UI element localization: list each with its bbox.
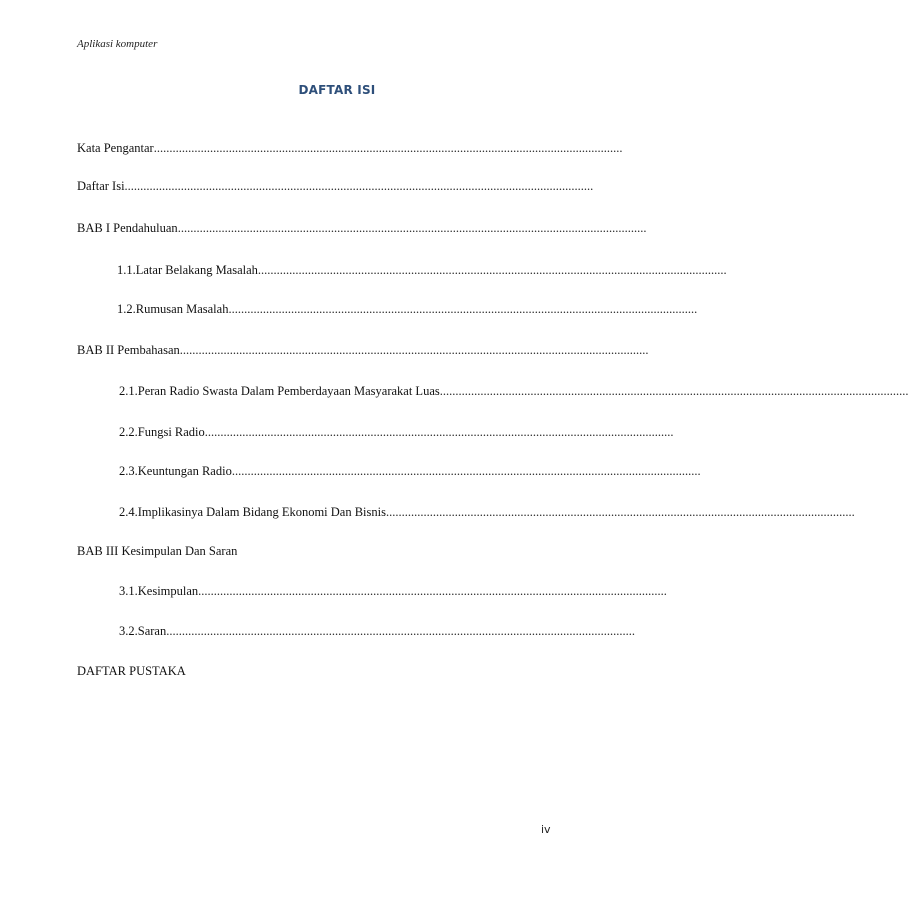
toc-entry-daftar-isi [77, 178, 594, 194]
toc-entry-label: Daftar Isi [77, 179, 125, 193]
toc-entry-label: BAB I Pendahuluan [77, 221, 178, 235]
toc-entry-bab-3: BAB III Kesimpulan Dan Saran [77, 544, 238, 558]
page-number: iv [541, 823, 551, 836]
toc-entry-label: 1.2.Rumusan Masalah [117, 302, 229, 316]
toc-entry-label: 2.2.Fungsi Radio [119, 425, 205, 439]
toc-leader-dots: ...................................................................................................................................................... [166, 624, 635, 638]
toc-leader-dots: ...................................................................................................................................................... [439, 384, 908, 398]
toc-leader-dots: ...................................................................................................................................................... [198, 584, 667, 598]
toc-leader-dots: ...................................................................................................................................................... [204, 425, 674, 439]
toc-entry-bab-1 [77, 220, 647, 236]
toc-leader-dots: ...................................................................................................................................................... [386, 505, 855, 519]
toc-leader-dots: ...................................................................................................................................................... [179, 343, 649, 357]
page-title: DAFTAR ISI [298, 83, 376, 97]
toc-entry-label: 2.3.Keuntungan Radio [119, 464, 232, 478]
toc-entry-label: 3.1.Kesimpulan [119, 584, 199, 598]
toc-entry-label: Kata Pengantar [77, 141, 154, 155]
toc-entry-label: 1.1.Latar Belakang Masalah [117, 263, 258, 277]
toc-entry-2-4 [119, 504, 855, 520]
toc-entry-label: 3.2.Saran [119, 624, 167, 638]
toc-entry-bab-2 [77, 342, 649, 358]
toc-entry-1-2 [117, 301, 698, 317]
toc-leader-dots: ...................................................................................................................................................... [177, 221, 647, 235]
running-header: Aplikasi komputer [77, 38, 158, 50]
toc-entry-daftar-pustaka: DAFTAR PUSTAKA [77, 664, 186, 678]
toc-entry-2-2 [119, 424, 674, 440]
toc-leader-dots: ...................................................................................................................................................... [153, 141, 623, 155]
toc-entry-1-1 [117, 262, 727, 278]
toc-entry-label: BAB II Pembahasan [77, 343, 180, 357]
toc-entry-3-1 [119, 583, 667, 599]
toc-entry-2-3 [119, 463, 701, 479]
toc-entry-label: 2.4.Implikasinya Dalam Bidang Ekonomi Dan Bisnis [119, 505, 386, 519]
toc-leader-dots: ...................................................................................................................................................... [257, 263, 727, 277]
toc-entry-kata-pengantar [77, 140, 623, 156]
toc-leader-dots: ...................................................................................................................................................... [231, 464, 701, 478]
toc-entry-2-1 [119, 383, 908, 399]
toc-entry-3-2 [119, 623, 635, 639]
toc-entry-label: 2.1.Peran Radio Swasta Dalam Pemberdayaan Masyarakat Luas [119, 384, 440, 398]
toc-leader-dots: ...................................................................................................................................................... [228, 302, 698, 316]
toc-leader-dots: ...................................................................................................................................................... [124, 179, 594, 193]
